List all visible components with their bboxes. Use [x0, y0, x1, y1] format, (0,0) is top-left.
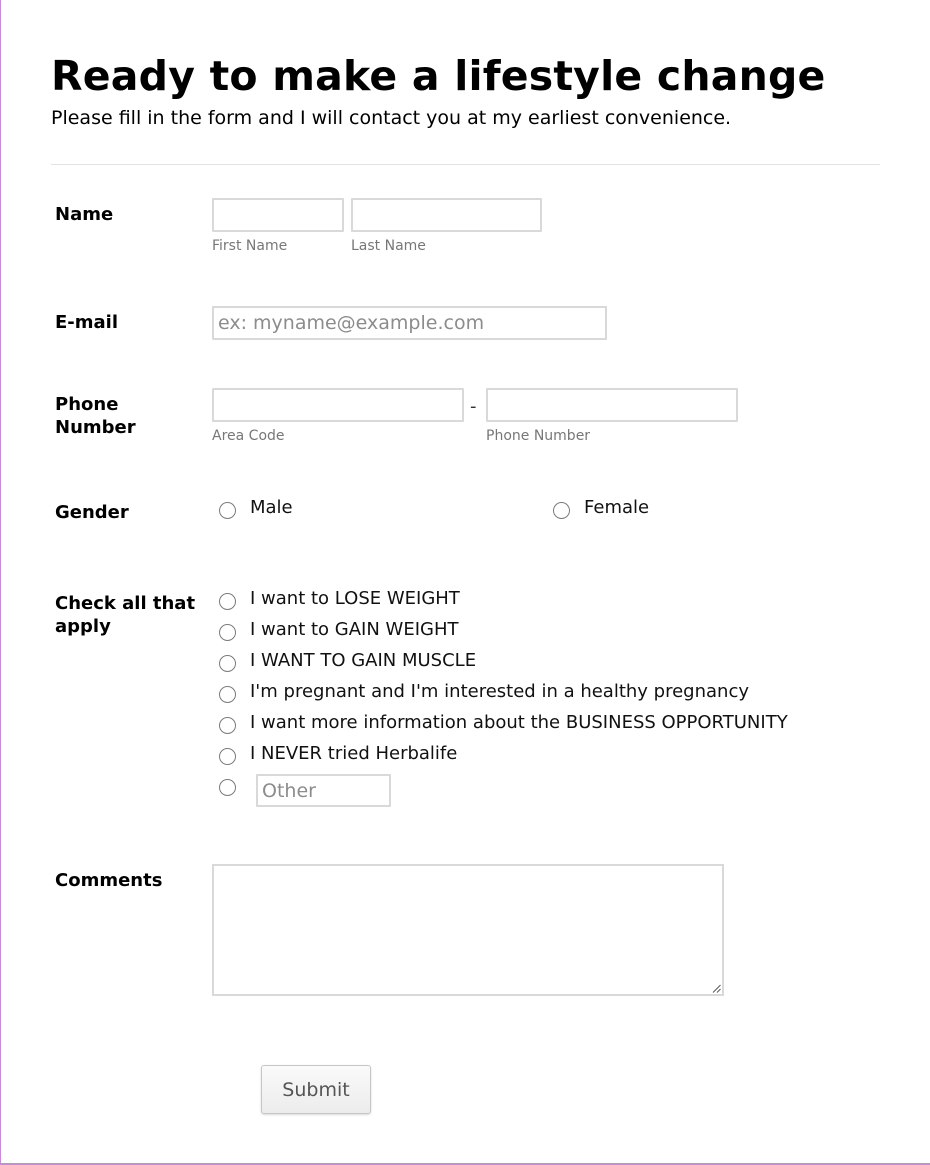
interest-gain-weight-radio[interactable]	[219, 624, 236, 641]
comments-field	[212, 864, 724, 996]
form-subtitle: Please fill in the form and I will contact you at my earliest convenience.	[51, 107, 732, 129]
resize-grip-icon[interactable]	[712, 984, 721, 993]
gender-male-label[interactable]: Male	[250, 497, 293, 518]
area-code-sublabel: Area Code	[212, 428, 285, 444]
interest-pregnancy-radio[interactable]	[219, 686, 236, 703]
gender-label: Gender	[55, 502, 129, 523]
page-frame-left-border	[0, 0, 1, 1165]
phone-label-line1: Phone	[55, 394, 119, 415]
first-name-sublabel: First Name	[212, 238, 288, 254]
last-name-input[interactable]	[351, 198, 542, 232]
interests-label-line2: apply	[55, 616, 111, 637]
interest-gain-weight-label[interactable]: I want to GAIN WEIGHT	[250, 619, 459, 640]
area-code-input[interactable]	[212, 388, 464, 422]
phone-number-sublabel: Phone Number	[486, 428, 591, 444]
phone-label-line2: Number	[55, 417, 136, 438]
interest-business-radio[interactable]	[219, 717, 236, 734]
phone-number-input[interactable]	[486, 388, 738, 422]
last-name-sublabel: Last Name	[351, 238, 426, 254]
interest-never-tried-label[interactable]: I NEVER tried Herbalife	[250, 743, 458, 764]
interest-gain-muscle-radio[interactable]	[219, 655, 236, 672]
email-label: E-mail	[55, 312, 119, 333]
form-title: Ready to make a lifestyle change	[51, 52, 826, 100]
phone-separator: -	[470, 396, 477, 417]
comments-label: Comments	[55, 870, 163, 891]
interest-never-tried-radio[interactable]	[219, 748, 236, 765]
interest-other-radio[interactable]	[219, 779, 236, 796]
interest-pregnancy-label[interactable]: I'm pregnant and I'm interested in a healthy pregnancy	[250, 681, 750, 702]
interest-gain-muscle-label[interactable]: I WANT TO GAIN MUSCLE	[250, 650, 477, 671]
comments-textarea[interactable]	[212, 864, 724, 996]
header-divider	[51, 164, 880, 165]
interest-lose-weight-label[interactable]: I want to LOSE WEIGHT	[250, 588, 460, 609]
interest-other-input[interactable]	[256, 774, 391, 807]
gender-female-label[interactable]: Female	[584, 497, 650, 518]
interest-lose-weight-radio[interactable]	[219, 593, 236, 610]
email-input[interactable]	[212, 306, 607, 340]
submit-button[interactable]: Submit	[261, 1065, 371, 1114]
name-label: Name	[55, 204, 114, 225]
interests-label-line1: Check all that	[55, 593, 196, 614]
gender-male-radio[interactable]	[219, 502, 236, 519]
first-name-input[interactable]	[212, 198, 344, 232]
gender-female-radio[interactable]	[553, 502, 570, 519]
interest-business-label[interactable]: I want more information about the BUSINESS OPPORTUNITY	[250, 712, 788, 733]
